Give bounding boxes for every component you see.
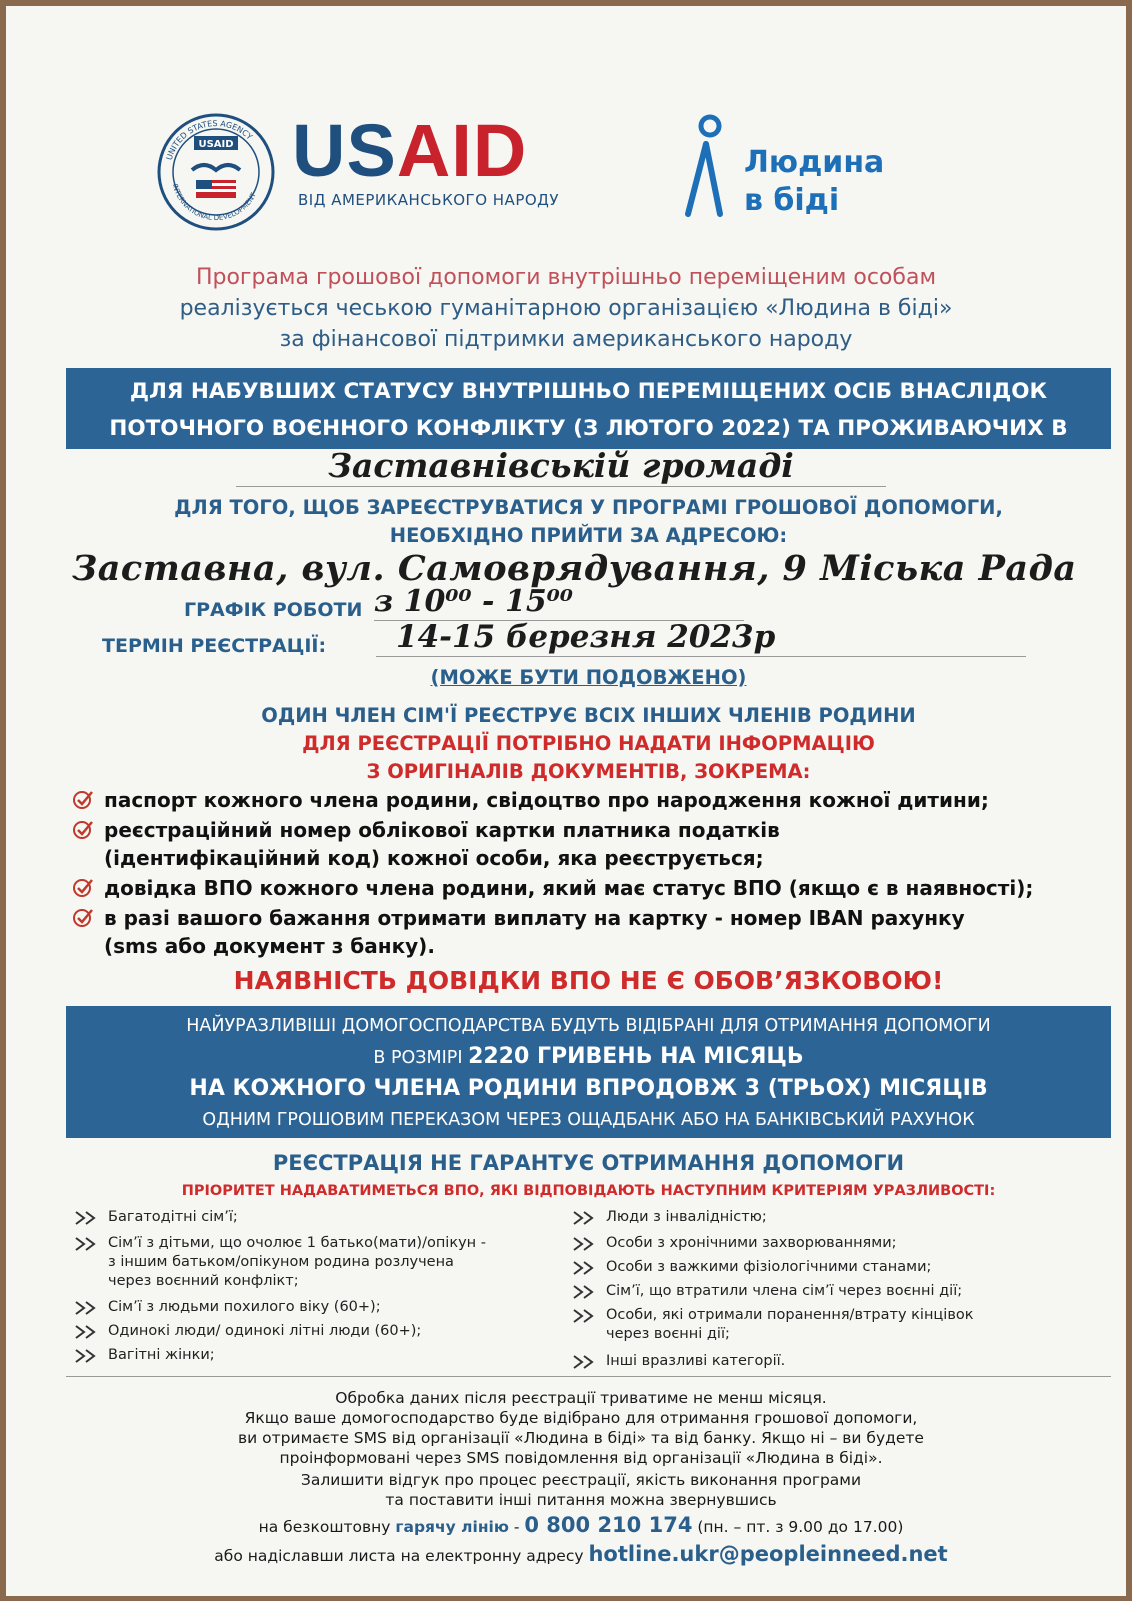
criteria-item: Сім’ї, що втратили члена сім’ї через воєнні дії;: [572, 1282, 962, 1301]
check-circle-icon: [72, 876, 94, 898]
people-in-need-name: [744, 144, 884, 220]
handwritten-term: 14-15 березня 2023р: [376, 618, 1026, 657]
double-chevron-icon: [74, 1211, 100, 1225]
footer-line2: Якщо ваше домогосподарство буде відібрано для отримання грошової допомоги,: [244, 1409, 918, 1427]
intro-line3: за фінансової підтримки американського народу: [279, 327, 853, 352]
footer-hotline-line: на безкоштовну гарячу лінію - 0 800 210 174 (пн. – пт. з 9.00 до 17.00): [258, 1513, 904, 1537]
usaid-wordmark: USAID: [292, 109, 528, 192]
criteria-item: Сім’ї з людьми похилого віку (60+);: [74, 1298, 381, 1317]
check-circle-icon: [72, 818, 94, 840]
pin-name-line2: в біді: [744, 183, 840, 218]
docs-line1: ДЛЯ РЕЄСТРАЦІЇ ПОТРІБНО НАДАТИ ІНФОРМАЦІЮ: [302, 732, 875, 755]
criteria-item: Багатодітні сім’ї;: [74, 1208, 238, 1227]
footer-line6: та поставити інші питання можна звернувшись: [385, 1491, 777, 1509]
double-chevron-icon: [74, 1349, 100, 1363]
register-line2: НЕОБХІДНО ПРИЙТИ ЗА АДРЕСОЮ:: [389, 524, 788, 547]
double-chevron-icon: [572, 1355, 598, 1369]
eligibility-line1: ДЛЯ НАБУВШИХ СТАТУСУ ВНУТРІШНЬО ПЕРЕМІЩЕНИХ ОСІБ ВНАСЛІДОК: [129, 379, 1048, 404]
amount-line1: НАЙУРАЗЛИВІШІ ДОМОГОСПОДАРСТВА БУДУТЬ ВІДІБРАНІ ДЛЯ ОТРИМАННЯ ДОПОМОГИ: [186, 1016, 991, 1036]
criteria-item: Інші вразливі категорії.: [572, 1352, 785, 1371]
term-label: ТЕРМІН РЕЄСТРАЦІЇ:: [102, 635, 327, 657]
usaid-seal-logo: [156, 112, 276, 232]
checklist-item-text: довідка ВПО кожного члена родини, який має статус ВПО (якщо є в наявності);: [104, 876, 1034, 900]
footer-line4: проінформовані через SMS повідомлення від організації «Людина в біді».: [279, 1449, 883, 1467]
footer-divider: [66, 1376, 1111, 1377]
double-chevron-icon: [572, 1211, 598, 1225]
criteria-item: Люди з інвалідністю;: [572, 1208, 767, 1227]
schedule-label: ГРАФІК РОБОТИ: [184, 599, 363, 621]
double-chevron-icon: [572, 1261, 598, 1275]
eligibility-line2: ПОТОЧНОГО ВОЄННОГО КОНФЛІКТУ (З ЛЮТОГО 2022) ТА ПРОЖИВАЮЧИХ В: [109, 416, 1068, 441]
double-chevron-icon: [572, 1237, 598, 1251]
criteria-item: Особи з важкими фізіологічними станами;: [572, 1258, 931, 1277]
one-member-note: ОДИН ЧЛЕН СІМ'Ї РЕЄСТРУЄ ВСІХ ІНШИХ ЧЛЕНІВ РОДИНИ: [261, 704, 916, 727]
checklist-item-continued: (sms або документ з банку).: [104, 934, 435, 958]
criteria-item: Особи з хронічними захворюваннями;: [572, 1234, 897, 1253]
hotline-link[interactable]: гарячу лінію: [395, 1518, 509, 1536]
amount-line3: НА КОЖНОГО ЧЛЕНА РОДИНИ ВПРОДОВЖ 3 (ТРЬОХ) МІСЯЦІВ: [189, 1076, 988, 1101]
checklist-item: [72, 786, 989, 814]
double-chevron-icon: [74, 1237, 100, 1251]
criteria-item: Одинокі люди/ одинокі літні люди (60+);: [74, 1322, 421, 1341]
checklist-item-text: реєстраційний номер облікової картки платника податків: [104, 818, 780, 842]
check-circle-icon: [72, 788, 94, 810]
double-chevron-icon: [74, 1325, 100, 1339]
pin-name-line1: Людина: [744, 145, 885, 180]
eligibility-banner: [66, 368, 1111, 449]
footer-line3: ви отримаєте SMS від організації «Людина в біді» та від банку. Якщо ні – ви будете: [238, 1429, 924, 1447]
checklist-item: [72, 904, 965, 932]
svg-text:USAID: USAID: [198, 139, 234, 150]
check-circle-icon: [72, 906, 94, 928]
svg-text:INTERNATIONAL DEVELOPMENT: INTERNATIONAL DEVELOPMENT: [170, 182, 258, 223]
extend-note: (МОЖЕ БУТИ ПОДОВЖЕНО): [430, 666, 747, 689]
intro-line2: реалізується чеською гуманітарною організацією «Людина в біді»: [179, 296, 953, 321]
register-line1: ДЛЯ ТОГО, ЩОБ ЗАРЕЄСТРУВАТИСЯ У ПРОГРАМІ ГРОШОВОЇ ДОПОМОГИ,: [174, 496, 1003, 519]
criteria-item: Сім’ї з дітьми, що очолює 1 батько(мати)/опікун - з іншим батьком/опікуном родина розлучена через воєнний конфлікт;: [74, 1234, 486, 1291]
priority-note: ПРІОРИТЕТ НАДАВАТИМЕТЬСЯ ВПО, ЯКІ ВІДПОВІДАЮТЬ НАСТУПНИМ КРИТЕРІЯМ УРАЗЛИВОСТІ:: [181, 1183, 996, 1199]
footer-line5: Залишити відгук про процес реєстрації, якість виконання програми: [300, 1471, 862, 1489]
usaid-tagline: ВІД АМЕРИКАНСЬКОГО НАРОДУ: [298, 191, 560, 209]
criteria-item: Вагітні жінки;: [74, 1346, 215, 1365]
handwritten-community: Заставнівській громаді: [236, 446, 886, 487]
handwritten-address: Заставна, вул. Самоврядування, 9 Міська Рада: [72, 548, 1077, 589]
checklist-item-text: паспорт кожного члена родини, свідоцтво про народження кожної дитини;: [104, 788, 989, 812]
criteria-item: Особи, які отримали поранення/втрату кінцівок через воєнні дії;: [572, 1306, 974, 1344]
notice-red: НАЯВНІСТЬ ДОВІДКИ ВПО НЕ Є ОБОВ’ЯЗКОВОЮ!: [233, 966, 944, 995]
criteria-left: [74, 1208, 574, 1368]
hotline-phone[interactable]: 0 800 210 174: [524, 1513, 693, 1537]
footer-line1: Обробка даних після реєстрації триватиме не менш місяця.: [335, 1389, 827, 1407]
no-guarantee: РЕЄСТРАЦІЯ НЕ ГАРАНТУЄ ОТРИМАННЯ ДОПОМОГИ: [272, 1151, 905, 1175]
double-chevron-icon: [74, 1301, 100, 1315]
email-link[interactable]: hotline.ukr@peopleinneed.net: [588, 1542, 948, 1566]
double-chevron-icon: [572, 1285, 598, 1299]
flyer-sheet: [6, 6, 1126, 1596]
amount-line2: В РОЗМІРІ 2220 ГРИВЕНЬ НА МІСЯЦЬ: [373, 1044, 804, 1069]
criteria-right: [572, 1208, 1092, 1368]
checklist-item: [72, 874, 1033, 902]
checklist-item-text: в разі вашого бажання отримати виплату на картку - номер IBAN рахунку: [104, 906, 965, 930]
intro-line1: Програма грошової допомоги внутрішньо переміщеним особам: [195, 265, 937, 290]
checklist-item-continued: (ідентифікаційний код) кожної особи, яка реєструється;: [104, 846, 764, 870]
amount-line4: ОДНИМ ГРОШОВИМ ПЕРЕКАЗОМ ЧЕРЕЗ ОЩАДБАНК АБО НА БАНКІВСЬКИЙ РАХУНОК: [202, 1110, 975, 1130]
docs-line2: З ОРИГІНАЛІВ ДОКУМЕНТІВ, ЗОКРЕМА:: [366, 760, 811, 783]
svg-text:UNITED STATES AGENCY: UNITED STATES AGENCY: [164, 118, 255, 162]
checklist-item: [72, 816, 780, 844]
double-chevron-icon: [572, 1309, 598, 1323]
footer-email-line: або надіславши листа на електронну адресу hotline.ukr@peopleinneed.net: [214, 1542, 948, 1566]
person-figure-icon: [680, 114, 728, 218]
amount-banner: [66, 1006, 1111, 1138]
handwritten-schedule: з 10⁰⁰ - 15⁰⁰: [374, 584, 744, 621]
